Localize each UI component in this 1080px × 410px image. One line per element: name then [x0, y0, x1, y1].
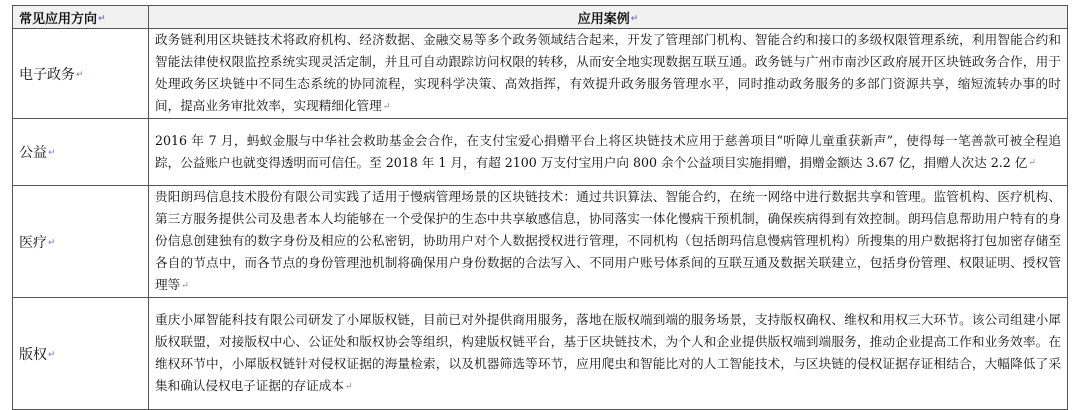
table-header-row [13, 6, 1068, 29]
application-cases-table [12, 5, 1068, 410]
paragraph-mark-icon: ↵ [48, 237, 56, 248]
case-description: 重庆小犀智能科技有限公司研发了小犀版权链，目前已对外提供商用服务，落地在版权端到端的服务场景，支持版权确权、维权和用权三大环节。该公司组建小犀版权联盟，对接版权中心、公证处和版权协会等组织，构建版权链平台，基于区块链技术，为个人和企业提供版权端到端服务，推动企业提高工作和业务效率。在维权环节中，小犀版权链针对侵权证据的海量检索，以及机器筛选等环节，应用爬虫和智能比对的人工智能技术，与区块链的侵权证据存证相结合，大幅降低了采集和确认侵权电子证据的存证成本 [155, 312, 1061, 394]
paragraph-mark-icon: ↵ [382, 101, 391, 112]
category-label: 公益 [19, 145, 47, 161]
header-application-cases [149, 6, 1068, 29]
paragraph-mark-icon: ↵ [344, 381, 353, 392]
case-description: 贵阳朗玛信息技术股份有限公司实践了适用于慢病管理场景的区块链技术：通过共识算法、智能合约，在统一网络中进行数据共享和管理。监管机构、医疗机构、第三方服务提供公司及患者本人均能够在一个受保护的生态中共享敏感信息，协同落实一体化慢病干预机制，确保疾病得到有效控制。朗玛信息帮助用户特有的身份信息创建独有的数字身份及相应的公私密钥，协助用户对个人数据授权进行管理，不同机构（包括朗玛信息慢病管理机构）所搜集的用户数据将打包加密存储至各自的节点中，而各节点的身份管理池机制将确保用户身份数据的合法写入、不同用户账号体系间的互联互通及数据关联建立，包括身份管理、权限证明、授权管理等 [155, 189, 1061, 293]
header-application-cases-text: 应用案例 [577, 11, 630, 27]
category-cell [13, 119, 149, 186]
category-label: 版权 [19, 346, 47, 363]
case-description: 政务链利用区块链技术将政府机构、经济数据、金融交易等多个政务领域结合起来，开发了管理部门机构、智能合约和接口的多级权限管理系统，利用智能合约和智能法律使权限监控系统实现灵活定制，并且可自动跟踪访问权限的转移，从而安全地实现数据互联互通。政务链与广州市南沙区政府展开区块链政务合作，用于处理政务区块链中不同生态系统的协同流程，实现科学决策、高效指挥，有效提升政务服务管理水平，同时推动政务服务的多部门资源共享，缩短流转办事的时间，提高业务审批效率，实现精细化管理 [155, 32, 1061, 114]
category-cell [13, 29, 149, 119]
paragraph-mark-icon: ↵ [630, 14, 639, 24]
header-application-direction-text: 常见应用方向 [19, 11, 98, 27]
category-cell [13, 186, 149, 298]
paragraph-mark-icon: ↵ [48, 148, 56, 158]
table-row-copyright [13, 298, 1068, 410]
table-row-healthcare [13, 186, 1068, 298]
paragraph-mark-icon: ↵ [1028, 158, 1036, 169]
category-cell [13, 298, 149, 410]
description-cell [149, 298, 1068, 410]
paragraph-mark-icon: ↵ [181, 280, 189, 291]
category-label: 医疗 [19, 234, 47, 251]
description-cell [149, 29, 1068, 119]
description-cell [149, 186, 1068, 298]
paragraph-mark-icon: ↵ [76, 69, 84, 80]
header-application-direction [13, 6, 149, 29]
table-row-public-welfare [13, 119, 1068, 186]
table-row-e-government [13, 29, 1068, 119]
category-label: 电子政务 [19, 66, 75, 83]
application-table-container [12, 5, 1068, 410]
case-description: 2016 年 7 月，蚂蚁金服与中华社会救助基金会合作，在支付宝爱心捐赠平台上将区块链技术应用于慈善项目“听障儿童重获新声”，使得每一笔善款可被全程追踪，公益账户也就变得透明而可信任。至 2018 年 1 月，有超 2100 万支付宝用户向 800 余个公益项目实施捐赠，捐赠金额达 3.67 亿，捐赠人次达 2.2 亿 [155, 132, 1061, 170]
paragraph-mark-icon: ↵ [98, 14, 106, 24]
paragraph-mark-icon: ↵ [48, 349, 56, 360]
description-cell [149, 119, 1068, 186]
